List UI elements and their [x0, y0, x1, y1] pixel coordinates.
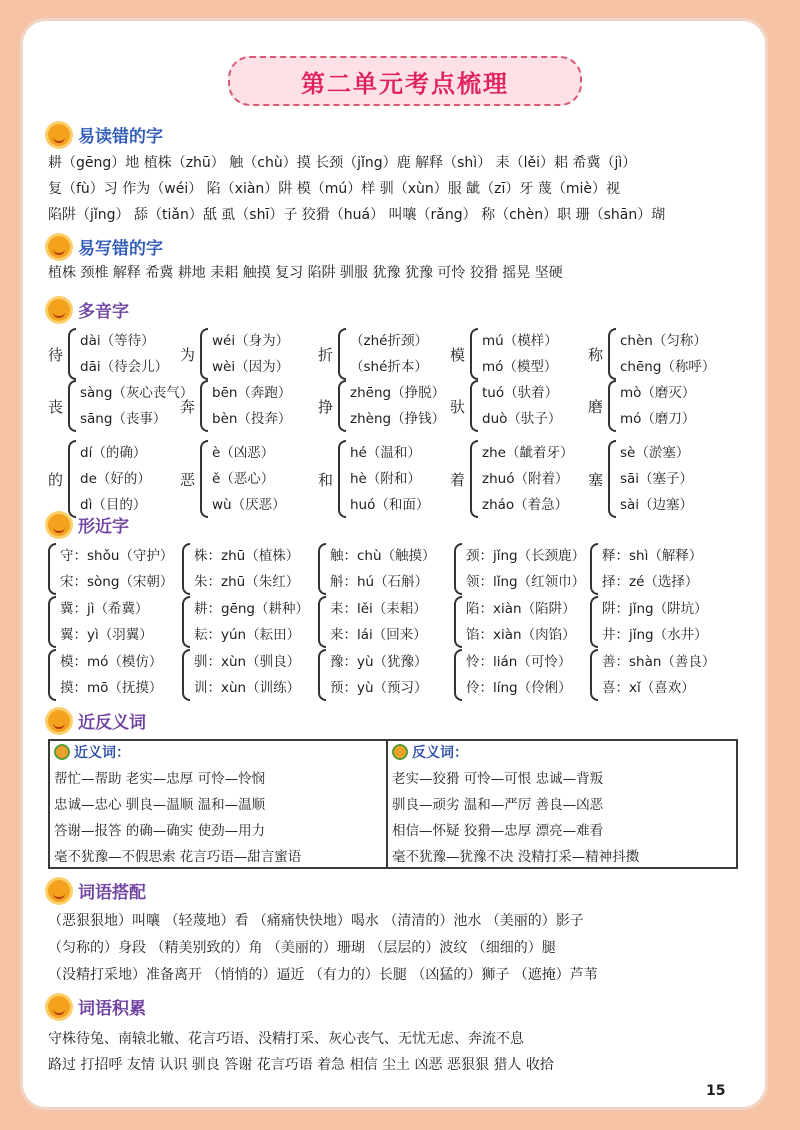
similar-item: 触：chù（触摸）: [330, 548, 436, 564]
brace: [608, 380, 616, 432]
similar-item: 株：zhū（植株）: [194, 548, 300, 564]
polyphone-char: 塞: [588, 470, 604, 489]
polyphone-group: [318, 328, 428, 380]
polyphone-char: 磨: [588, 397, 604, 416]
section-heading-similar: 形近字: [48, 512, 129, 537]
similar-item: 驯：xùn（驯良）: [194, 654, 301, 670]
similar-pair: [590, 543, 702, 595]
similar-pair: [48, 596, 153, 648]
polyphone-char: 丧: [48, 397, 64, 416]
brace: [48, 596, 56, 648]
collocation-line: （匀称的）身段 （精美别致的）角 （美丽的）珊瑚 （层层的）波纹 （细细的）腿: [48, 940, 556, 956]
polyphone-reading: wéi（身为）: [212, 333, 290, 349]
similar-item: 喜：xǐ（喜欢）: [602, 680, 695, 696]
polyphone-reading: zhèng（挣钱）: [350, 411, 446, 427]
brace: [182, 649, 190, 701]
antonym-line: 相信—怀疑 狡猾—忠厚 漂亮—难看: [392, 823, 604, 839]
section-heading-easy-read: 易读错的字: [48, 122, 163, 147]
brace: [182, 543, 190, 595]
similar-item: 模：mó（模仿）: [60, 654, 163, 670]
collocation-line: （没精打采地）准备离开 （悄悄的）逼近 （有力的）长腿 （凶猛的）狮子 （遮掩）芦苇: [48, 967, 598, 983]
polyphone-reading: wù（厌恶）: [212, 497, 286, 513]
polyphone-reading: sāi（塞子）: [620, 471, 694, 487]
antonym-box: [386, 739, 738, 869]
polyphone-reading: bēn（奔跑）: [212, 385, 292, 401]
section-heading-polyphones: 多音字: [48, 297, 129, 322]
polyphone-group: [450, 440, 573, 518]
polyphone-reading: tuó（驮着）: [482, 385, 559, 401]
polyphone-group: [450, 380, 561, 432]
polyphone-char: 模: [450, 345, 466, 364]
sun-icon: [48, 880, 70, 902]
page-number: 15: [706, 1083, 726, 1099]
polyphone-reading: huó（和面）: [350, 497, 430, 513]
sun-icon: [48, 299, 70, 321]
similar-pair: [48, 649, 162, 701]
polyphone-reading: sè（淤塞）: [620, 445, 690, 461]
polyphone-reading: （shé折本）: [350, 359, 428, 375]
polyphone-char: 着: [450, 470, 466, 489]
polyphone-reading: hé（温和）: [350, 445, 421, 461]
similar-item: 颈：jǐng（长颈鹿）: [466, 548, 586, 564]
brace: [68, 440, 76, 518]
similar-item: 领：lǐng（红领巾）: [466, 574, 586, 590]
easy-read-line: 耕（gēng）地 植株（zhū） 触（chù）摸 长颈（jǐng）鹿 解释（shì） 耒（lěi）耜 希冀（jì）: [48, 155, 637, 171]
polyphone-char: 挣: [318, 397, 334, 416]
antonym-line: 老实—狡猾 可怜—可恨 忠诚—背叛: [392, 771, 604, 787]
polyphone-char: 待: [48, 345, 64, 364]
polyphone-reading: chēng（称呼）: [620, 359, 716, 375]
brace: [200, 380, 208, 432]
similar-pair: [318, 543, 436, 595]
similar-item: 来：lái（回来）: [330, 627, 427, 643]
polyphone-reading: zhe（龇着牙）: [482, 445, 574, 461]
brace: [608, 440, 616, 518]
section-heading-syn-ant: 近反义词: [48, 708, 146, 733]
similar-pair: [318, 649, 428, 701]
polyphone-char: 称: [588, 345, 604, 364]
similar-pair: [182, 596, 309, 648]
brace: [338, 440, 346, 518]
brace: [68, 380, 76, 432]
similar-pair: [590, 649, 715, 701]
brace: [470, 380, 478, 432]
antonym-heading: 反义词：: [388, 741, 736, 763]
polyphone-char: 为: [180, 345, 196, 364]
sun-icon: [48, 996, 70, 1018]
brace: [68, 328, 76, 380]
similar-item: 训：xùn（训练）: [194, 680, 301, 696]
synonym-line: 帮忙—帮助 老实—忠厚 可怜—怜悯: [54, 771, 266, 787]
polyphone-reading: zhēng（挣脱）: [350, 385, 446, 401]
similar-item: 守：shǒu（守护）: [60, 548, 174, 564]
similar-item: 耕：gēng（耕种）: [194, 601, 310, 617]
brace: [182, 596, 190, 648]
antonym-line: 毫不犹豫—犹豫不决 没精打采—精神抖擞: [392, 849, 640, 865]
brace: [590, 543, 598, 595]
brace: [454, 596, 462, 648]
sun-icon: [48, 124, 70, 146]
similar-item: 耒：lěi（耒耜）: [330, 601, 427, 617]
section-heading-easy-write: 易写错的字: [48, 234, 163, 259]
antonym-line: 驯良—顽劣 温和—严厉 善良—凶恶: [392, 797, 604, 813]
synonym-line: 毫不犹豫—不假思索 花言巧语—甜言蜜语: [54, 849, 302, 865]
brace: [470, 328, 478, 380]
similar-pair: [454, 543, 585, 595]
polyphone-group: [588, 440, 693, 518]
polyphone-reading: mú（模样）: [482, 333, 558, 349]
polyphone-group: [588, 328, 715, 380]
polyphone-char: 和: [318, 470, 334, 489]
polyphone-group: [318, 440, 429, 518]
similar-pair: [590, 596, 708, 648]
polyphone-char: 奔: [180, 397, 196, 416]
similar-item: 馅：xiàn（肉馅）: [466, 627, 576, 643]
brace: [318, 649, 326, 701]
accumulation-line: 守株待兔、南辕北辙、花言巧语、没精打采、灰心丧气、无忧无虑、奔流不息: [48, 1031, 524, 1047]
sun-icon: [48, 236, 70, 258]
polyphone-reading: mó（磨刀）: [620, 411, 696, 427]
brace: [48, 543, 56, 595]
similar-item: 择：zé（选择）: [602, 574, 699, 590]
similar-item: 宋：sòng（宋朝）: [60, 574, 174, 590]
polyphone-reading: mò（磨灭）: [620, 385, 696, 401]
leaf-icon: [392, 744, 408, 760]
similar-item: 豫：yù（犹豫）: [330, 654, 428, 670]
synonym-box: [48, 739, 400, 869]
brace: [470, 440, 478, 518]
similar-item: 阱：jǐng（阱坑）: [602, 601, 708, 617]
leaf-icon: [54, 744, 70, 760]
polyphone-reading: dí（的确）: [80, 445, 147, 461]
polyphone-char: 折: [318, 345, 334, 364]
synonym-line: 忠诚—忠心 驯良—温顺 温和—温顺: [54, 797, 266, 813]
polyphone-reading: zháo（着急）: [482, 497, 569, 513]
polyphone-reading: hè（附和）: [350, 471, 421, 487]
brace: [454, 649, 462, 701]
polyphone-reading: chèn（匀称）: [620, 333, 707, 349]
page-title: 第二单元考点梳理: [228, 56, 582, 106]
brace: [454, 543, 462, 595]
synonym-heading: 近义词：: [50, 741, 398, 763]
similar-item: 冀：jì（希冀）: [60, 601, 149, 617]
polyphone-char: 恶: [180, 470, 196, 489]
collocation-line: （恶狠狠地）叫嚷 （轻蔑地）看 （痛痛快快地）喝水 （清清的）池水 （美丽的）影子: [48, 913, 584, 929]
sun-icon: [48, 514, 70, 536]
easy-write-line: 植株 颈椎 解释 希冀 耕地 耒耜 触摸 复习 陷阱 驯服 犹豫 犹豫 可怜 狡猾 摇晃 坚硬: [48, 265, 563, 281]
polyphone-reading: sàng（灰心丧气）: [80, 385, 194, 401]
polyphone-group: [180, 328, 289, 380]
polyphone-reading: sài（边塞）: [620, 497, 694, 513]
polyphone-group: [48, 380, 193, 432]
synonym-line: 答谢—报答 的确—确实 使劲—用力: [54, 823, 266, 839]
brace: [608, 328, 616, 380]
similar-pair: [454, 596, 576, 648]
polyphone-group: [588, 380, 695, 432]
polyphone-group: [48, 440, 151, 518]
similar-item: 怜：lián（可怜）: [466, 654, 572, 670]
polyphone-reading: duò（驮子）: [482, 411, 562, 427]
similar-item: 伶：líng（伶俐）: [466, 680, 572, 696]
polyphone-group: [180, 440, 286, 518]
similar-item: 朱：zhū（朱红）: [194, 574, 300, 590]
polyphone-reading: mó（模型）: [482, 359, 558, 375]
polyphone-char: 的: [48, 470, 64, 489]
similar-pair: [182, 649, 300, 701]
sun-icon: [48, 710, 70, 732]
similar-pair: [48, 543, 173, 595]
polyphone-reading: è（凶恶）: [212, 445, 275, 461]
similar-item: 翼：yì（羽翼）: [60, 627, 153, 643]
similar-pair: [454, 649, 572, 701]
polyphone-reading: dì（目的）: [80, 497, 147, 513]
easy-read-line: 陷阱（jǐng） 舔（tiǎn）舐 虱（shī）子 狡猾（huá） 叫嚷（rǎng） 称（chèn）职 珊（shān）瑚: [48, 207, 666, 223]
brace: [338, 380, 346, 432]
polyphone-reading: bèn（投奔）: [212, 411, 292, 427]
brace: [318, 543, 326, 595]
similar-item: 陷：xiàn（陷阱）: [466, 601, 576, 617]
similar-item: 耘：yún（耘田）: [194, 627, 301, 643]
polyphone-group: [48, 328, 168, 380]
polyphone-reading: ě（恶心）: [212, 471, 275, 487]
polyphone-reading: wèi（因为）: [212, 359, 290, 375]
brace: [590, 596, 598, 648]
similar-item: 摸：mō（抚摸）: [60, 680, 163, 696]
polyphone-reading: dāi（待会儿）: [80, 359, 169, 375]
similar-item: 预：yù（预习）: [330, 680, 428, 696]
similar-item: 释：shì（解释）: [602, 548, 703, 564]
polyphone-group: [450, 328, 558, 380]
similar-item: 井：jǐng（水井）: [602, 627, 708, 643]
brace: [200, 328, 208, 380]
easy-read-line: 复（fù）习 作为（wéi） 陷（xiàn）阱 模（mú）样 驯（xùn）服 龇（zī）牙 蔑（miè）视: [48, 181, 621, 197]
polyphone-group: [180, 380, 291, 432]
brace: [590, 649, 598, 701]
brace: [200, 440, 208, 518]
accumulation-line: 路过 打招呼 友情 认识 驯良 答谢 花言巧语 着急 相信 尘土 凶恶 恶狠狠 猎人 收拾: [48, 1057, 554, 1073]
brace: [48, 649, 56, 701]
polyphone-reading: sāng（丧事）: [80, 411, 167, 427]
polyphone-reading: （zhé折颈）: [350, 333, 428, 349]
section-heading-collocation: 词语搭配: [48, 878, 146, 903]
polyphone-reading: de（好的）: [80, 471, 151, 487]
brace: [318, 596, 326, 648]
similar-pair: [182, 543, 299, 595]
polyphone-reading: dài（等待）: [80, 333, 155, 349]
polyphone-reading: zhuó（附着）: [482, 471, 569, 487]
similar-item: 斛：hú（石斛）: [330, 574, 429, 590]
polyphone-char: 驮: [450, 397, 466, 416]
brace: [338, 328, 346, 380]
similar-pair: [318, 596, 427, 648]
section-heading-accumulation: 词语积累: [48, 994, 146, 1019]
polyphone-group: [318, 380, 445, 432]
similar-item: 善：shàn（善良）: [602, 654, 716, 670]
